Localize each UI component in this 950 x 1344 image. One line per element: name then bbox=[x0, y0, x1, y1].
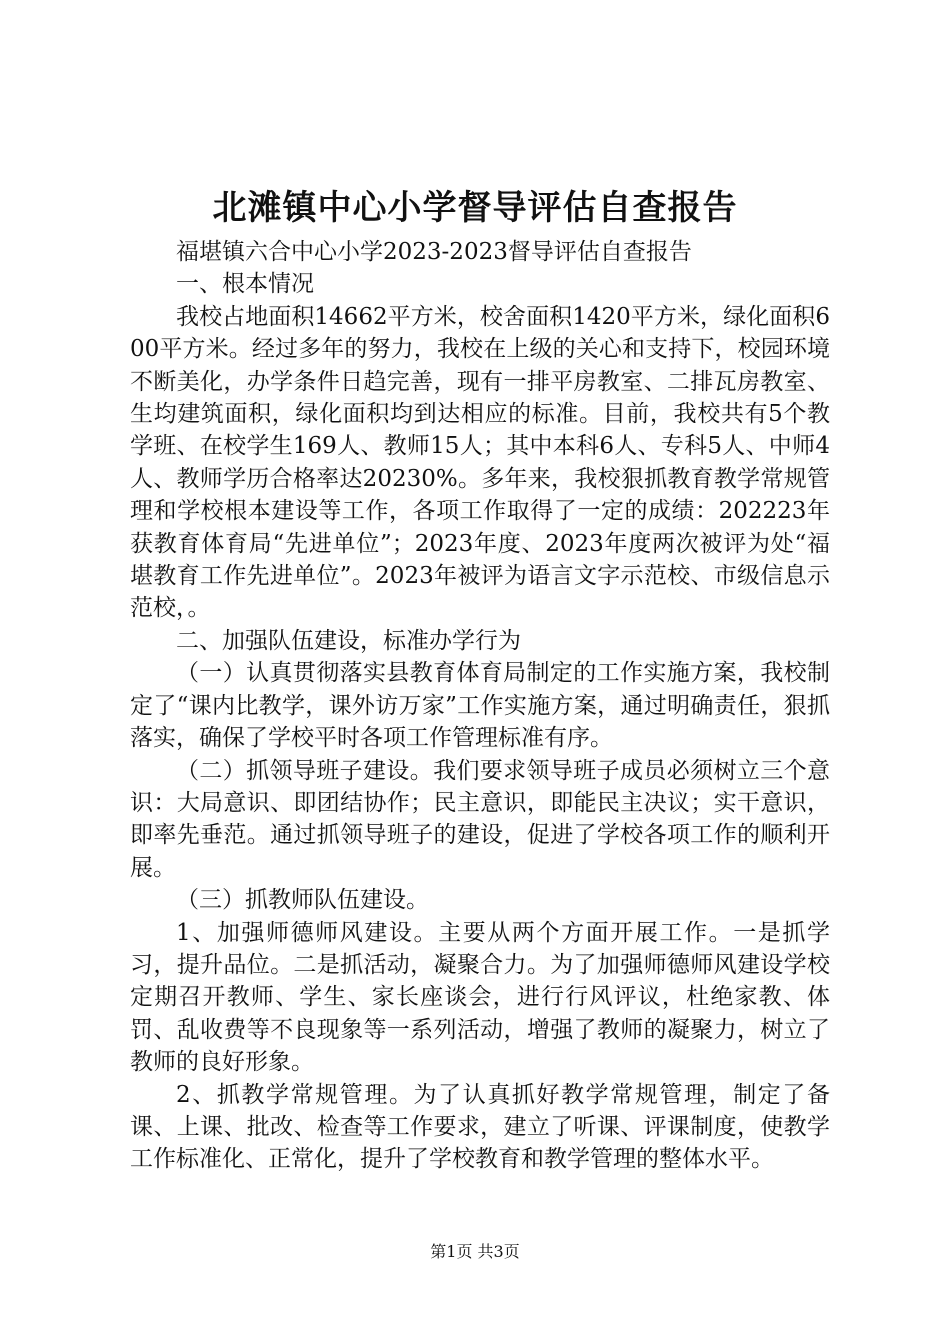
body-paragraph: （一）认真贯彻落实县教育体育局制定的工作实施方案，我校制定了“课内比教学，课外访万家”工作实施方案，通过明确责任，狠抓落实，确保了学校平时各项工作管理标准有序。 bbox=[130, 660, 830, 752]
body-paragraph: 1、加强师德师风建设。主要从两个方面开展工作。一是抓学习，提升品位。二是抓活动，凝聚合力。为了加强师德师风建设学校定期召开教师、学生、家长座谈会，进行行风评议，杜绝家教、体罚、乱收费等不良现象等一系列活动，增强了教师的凝聚力，树立了教师的良好形象。 bbox=[130, 919, 830, 1076]
section-heading: 二、加强队伍建设，标准办学行为 bbox=[176, 627, 521, 654]
body-paragraph: （二）抓领导班子建设。我们要求领导班子成员必须树立三个意识：大局意识、即团结协作；民主意识，即能民主决议；实干意识，即率先垂范。通过抓领导班子的建设，促进了学校各项工作的顺利开展。 bbox=[130, 757, 830, 881]
section-heading: 一、根本情况 bbox=[176, 271, 314, 298]
body-paragraph: 我校占地面积14662平方米，校舍面积1420平方米，绿化面积600平方米。经过多年的努力，我校在上级的关心和支持下，校园环境不断美化，办学条件日趋完善，现有一排平房教室、二排瓦房教室、生均建筑面积，绿化面积均到达相应的标准。目前，我校共有5个教学班、在校学生169人、教师15人；其中本科6人、专科5人、中师4人、教师学历合格率达20230%。多年来，我校狠抓教育教学常规管理和学校根本建设等工作，各项工作取得了一定的成绩：202223年获教育体育局“先进单位”；2023年度、2023年度两次被评为处“福堪教育工作先进单位”。2023年被评为语言文字示范校、市级信息示范校，。 bbox=[130, 303, 830, 622]
body-paragraph: 2、抓教学常规管理。为了认真抓好教学常规管理，制定了备课、上课、批改、检查等工作要求，建立了听课、评课制度，使教学工作标准化、正常化，提升了学校教育和教学管理的整体水平。 bbox=[130, 1081, 830, 1173]
document-title: 北滩镇中心小学督导评估自查报告 bbox=[212, 188, 738, 228]
subsection-heading: （三）抓教师队伍建设。 bbox=[176, 887, 429, 914]
subtitle-paragraph: 福堪镇六合中心小学2023-2023督导评估自查报告 bbox=[176, 239, 692, 265]
document-body bbox=[130, 236, 830, 1176]
page-number: 第1页 共3页 bbox=[430, 1242, 520, 1261]
